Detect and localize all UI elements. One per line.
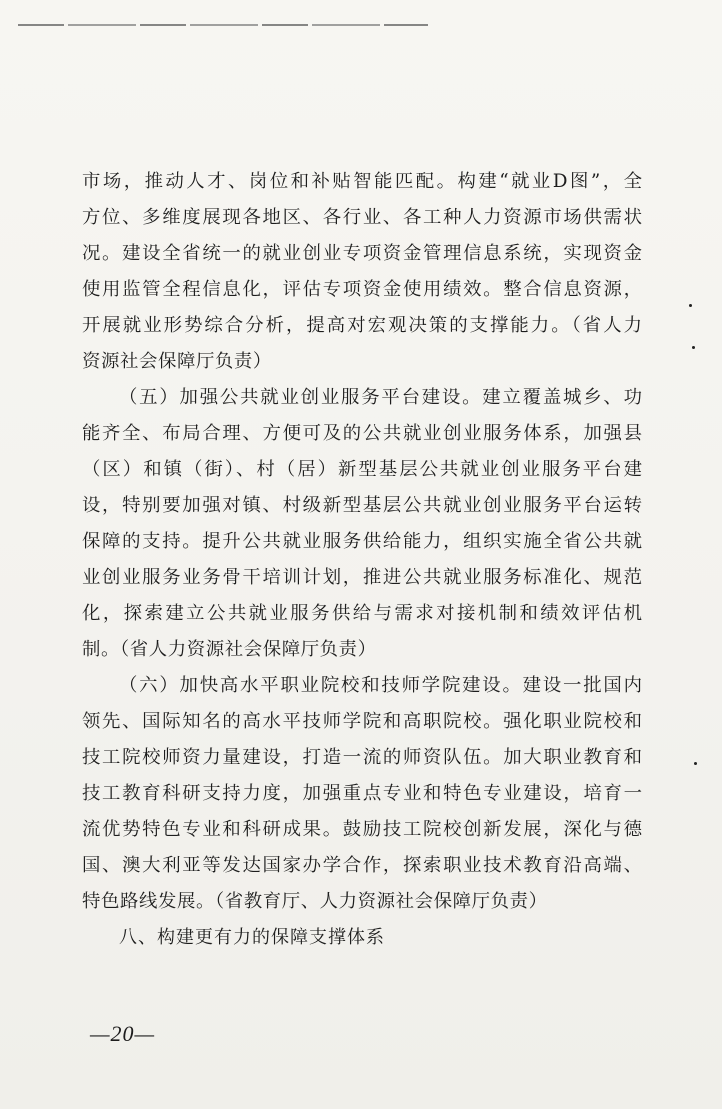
text-line: 设，特别要加强对镇、村级新型基层公共就业创业服务平台运转 bbox=[82, 495, 642, 516]
text-line: 市场，推动人才、岗位和补贴智能匹配。构建“就业D图”，全 bbox=[82, 171, 642, 192]
paragraph-five-first-line: （五）加强公共就业创业服务平台建设。建立覆盖城乡、功 bbox=[119, 387, 642, 408]
scan-speck bbox=[694, 762, 697, 765]
text-line: 特色路线发展。（省教育厅、人力资源社会保障厅负责） bbox=[82, 891, 548, 912]
text-line: 技工教育科研支持力度，加强重点专业和特色专业建设，培育一 bbox=[82, 783, 642, 804]
text-line: 开展就业形势综合分析，提高对宏观决策的支撑能力。（省人力 bbox=[82, 315, 642, 336]
scan-speck bbox=[689, 304, 692, 307]
scan-speck bbox=[692, 346, 695, 349]
text-line: 况。建设全省统一的就业创业专项资金管理信息系统，实现资金 bbox=[82, 243, 642, 264]
text-line: 领先、国际知名的高水平技师学院和高职院校。强化职业院校和 bbox=[82, 711, 642, 732]
text-line: 能齐全、布局合理、方便可及的公共就业创业服务体系，加强县 bbox=[82, 423, 642, 444]
text-line: 方位、多维度展现各地区、各行业、各工种人力资源市场供需状 bbox=[82, 207, 642, 228]
page-number: —20— bbox=[90, 1021, 156, 1046]
text-line: 保障的支持。提升公共就业服务供给能力，组织实施全省公共就 bbox=[82, 531, 642, 552]
text-line: （区）和镇（街）、村（居）新型基层公共就业创业服务平台建 bbox=[82, 459, 642, 480]
text-line: 化，探索建立公共就业服务供给与需求对接机制和绩效评估机 bbox=[82, 603, 642, 624]
text-line: 技工院校师资力量建设，打造一流的师资队伍。加大职业教育和 bbox=[82, 747, 642, 768]
text-line: 流优势特色专业和科研成果。鼓励技工院校创新发展，深化与德 bbox=[82, 819, 642, 840]
text-line: 国、澳大利亚等发达国家办学合作，探索职业技术教育沿高端、 bbox=[82, 855, 642, 876]
text-line: 使用监管全程信息化，评估专项资金使用绩效。整合信息资源， bbox=[82, 279, 642, 300]
text-line: 资源社会保障厅负责） bbox=[82, 351, 272, 372]
section-heading: 八、构建更有力的保障支撑体系 bbox=[119, 927, 385, 948]
text-line: 业创业服务业务骨干培训计划，推进公共就业服务标准化、规范 bbox=[82, 567, 642, 588]
body-text bbox=[82, 164, 642, 956]
top-rule-line bbox=[18, 24, 428, 26]
text-line: 制。（省人力资源社会保障厅负责） bbox=[82, 639, 377, 660]
paragraph-six-first-line: （六）加快高水平职业院校和技师学院建设。建设一批国内 bbox=[119, 675, 642, 696]
